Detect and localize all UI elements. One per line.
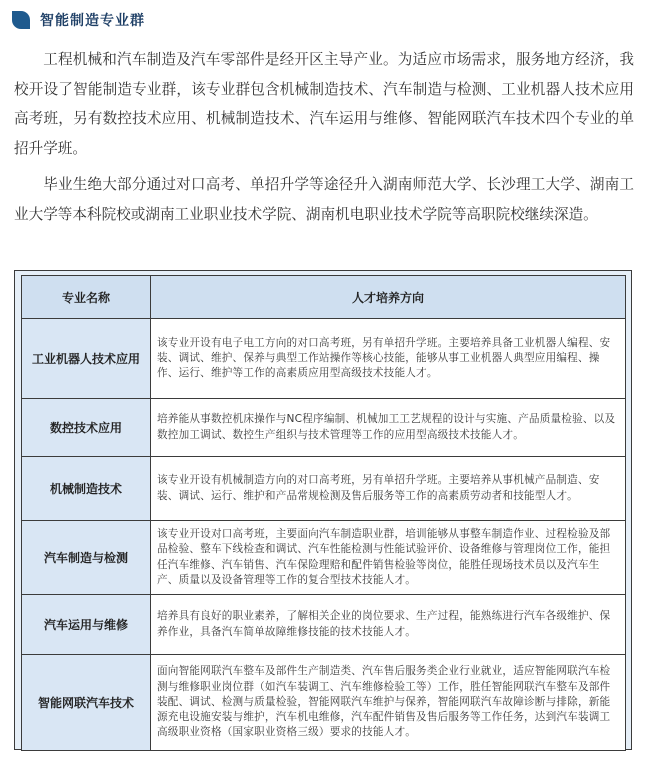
major-description: 该专业开设有电子电工方向的对口高考班，另有单招升学班。主要培养具备工业机器人编程、安装、调试、维护、保养与典型工作站操作等核心技能，能够从事工业机器人典型应用编程、操作、运行、维护等工作的高素质应用型高级技术技能人才。 bbox=[151, 319, 626, 399]
section-title: 智能制造专业群 bbox=[40, 13, 145, 29]
major-name: 数控技术应用 bbox=[22, 399, 151, 457]
leaf-bullet-icon bbox=[12, 11, 30, 29]
table-row bbox=[22, 319, 626, 399]
table-row bbox=[22, 595, 626, 655]
major-description: 该专业开设对口高考班，主要面向汽车制造职业群，培训能够从事整车制造作业、过程检验及部品检验、整车下线检查和调试、汽车性能检测与性能试验评价、设备维修与管理岗位工作，能担任汽车维修、汽车销售、汽车保险理赔和配件销售检验等岗位，能胜任现场技术员以及汽车生产、质量以及设备管理等工作的复合型技术技能人才。 bbox=[151, 521, 626, 595]
major-name: 汽车运用与维修 bbox=[22, 595, 151, 655]
graduates-paragraph: 毕业生绝大部分通过对口高考、单招升学等途径升入湖南师范大学、长沙理工大学、湖南工业大学等本科院校或湖南工业职业技术学院、湖南机电职业技术学院等高职院校继续深造。 bbox=[14, 176, 634, 223]
table-row bbox=[22, 521, 626, 595]
table-row bbox=[22, 655, 626, 751]
table-header-row bbox=[22, 276, 626, 319]
major-name: 工业机器人技术应用 bbox=[22, 319, 151, 399]
table-row bbox=[22, 399, 626, 457]
header-training-direction: 人才培养方向 bbox=[151, 276, 626, 319]
major-description: 培养能从事数控机床操作与NC程序编制、机械加工工艺规程的设计与实施、产品质量检验、以及数控加工调试、数控生产组织与技术管理等工作的应用型高级技术技能人才。 bbox=[151, 399, 626, 457]
major-name: 汽车制造与检测 bbox=[22, 521, 151, 595]
major-description: 培养具有良好的职业素养，了解相关企业的岗位要求、生产过程，能熟练进行汽车各级维护、保养作业，具备汽车简单故障维修技能的技术技能人才。 bbox=[151, 595, 626, 655]
major-description: 该专业开设有机械制造方向的对口高考班，另有单招升学班。主要培养从事机械产品制造、安装、调试、运行、维护和产品常规检测及售后服务等工作的高素质劳动者和技能型人才。 bbox=[151, 457, 626, 521]
table-row bbox=[22, 457, 626, 521]
major-table bbox=[21, 275, 626, 751]
major-name: 机械制造技术 bbox=[22, 457, 151, 521]
major-description: 面向智能网联汽车整车及部件生产制造类、汽车售后服务类企业行业就业，适应智能网联汽车检测与维修职业岗位群（如汽车装调工、汽车维修检验工等）工作，胜任智能网联汽车整车及部件装配、调试、检测与质量检验，智能网联汽车维护与保养，智能网联汽车故障诊断与排除，新能源充电设施安装与维护，汽车机电维修，汽车配件销售及售后服务等工作任务，达到汽车装调工高级职业资格（国家职业资格三级）要求的技能人才。 bbox=[151, 655, 626, 751]
intro-paragraph: 工程机械和汽车制造及汽车零部件是经开区主导产业。为适应市场需求，服务地方经济，我校开设了智能制造专业群，该专业群包含机械制造技术、汽车制造与检测、工业机器人技术应用高考班，另有数控技术应用、机械制造技术、汽车运用与维修、智能网联汽车技术四个专业的单招升学班。 bbox=[14, 51, 634, 157]
section-heading bbox=[12, 8, 145, 32]
major-name: 智能网联汽车技术 bbox=[22, 655, 151, 751]
major-table-frame bbox=[14, 270, 632, 750]
header-major-name: 专业名称 bbox=[22, 276, 151, 319]
